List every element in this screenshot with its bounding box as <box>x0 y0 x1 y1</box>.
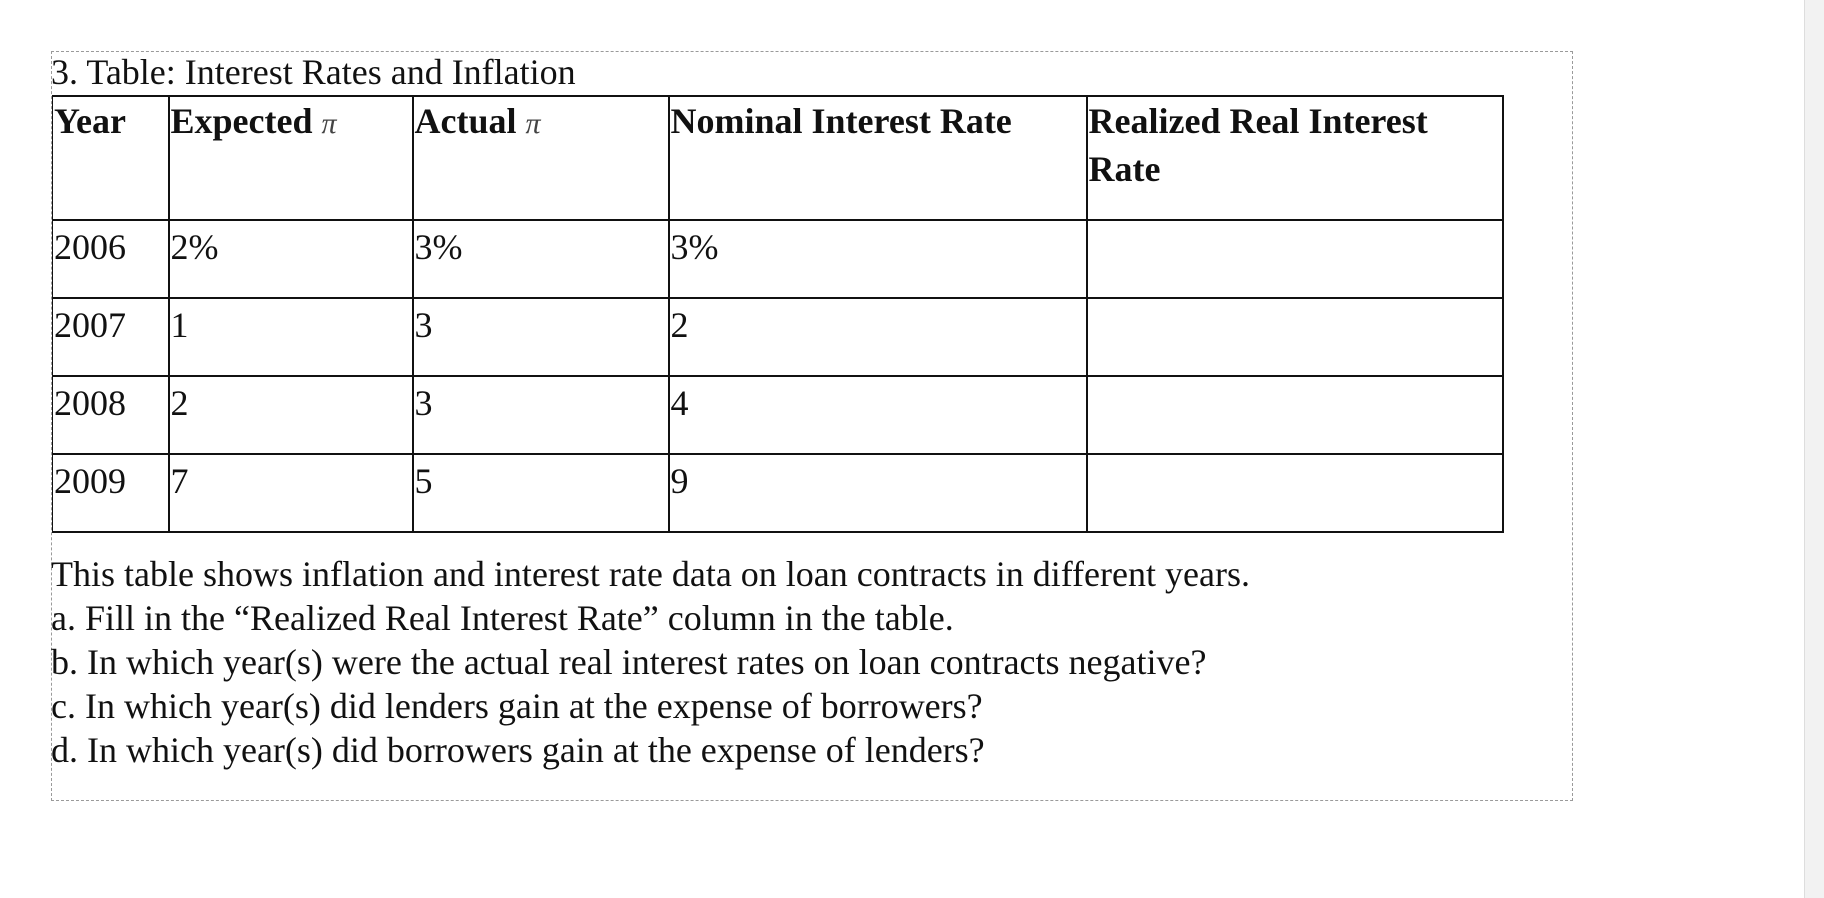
table-row <box>53 298 1503 376</box>
pi-symbol: π <box>525 107 541 140</box>
cell-realized-real-rate[interactable] <box>1087 298 1503 376</box>
question-b: b. In which year(s) were the actual real interest rates on loan contracts negative? <box>51 642 1207 682</box>
cell-year: 2007 <box>53 298 169 376</box>
cell-year: 2006 <box>53 220 169 298</box>
cell-nominal-rate: 9 <box>669 454 1087 532</box>
cell-actual-inflation: 5 <box>413 454 669 532</box>
cell-expected-inflation: 1 <box>169 298 413 376</box>
pi-symbol: π <box>321 107 337 140</box>
question-a: a. Fill in the “Realized Real Interest Rate” column in the table. <box>51 598 954 638</box>
cell-realized-real-rate[interactable] <box>1087 454 1503 532</box>
table-row <box>53 454 1503 532</box>
question-c: c. In which year(s) did lenders gain at the expense of borrowers? <box>51 686 983 726</box>
header-year: Year <box>53 96 169 220</box>
cell-realized-real-rate[interactable] <box>1087 376 1503 454</box>
cell-actual-inflation: 3% <box>413 220 669 298</box>
header-expected-inflation: Expected π <box>169 96 413 220</box>
cell-actual-inflation: 3 <box>413 376 669 454</box>
header-realized-real-interest-rate: Realized Real Interest Rate <box>1087 96 1503 220</box>
cell-expected-inflation: 7 <box>169 454 413 532</box>
cell-year: 2008 <box>53 376 169 454</box>
table-header-row <box>53 96 1503 220</box>
header-nominal-interest-rate: Nominal Interest Rate <box>669 96 1087 220</box>
interest-rates-table <box>52 95 1504 533</box>
scrollbar-gutter[interactable] <box>1804 0 1824 898</box>
question-block <box>51 552 1551 772</box>
table-row <box>53 220 1503 298</box>
cell-expected-inflation: 2% <box>169 220 413 298</box>
cell-realized-real-rate[interactable] <box>1087 220 1503 298</box>
cell-expected-inflation: 2 <box>169 376 413 454</box>
cell-nominal-rate: 4 <box>669 376 1087 454</box>
table-caption: 3. Table: Interest Rates and Inflation <box>51 52 576 92</box>
question-d: d. In which year(s) did borrowers gain at the expense of lenders? <box>51 730 985 770</box>
cell-year: 2009 <box>53 454 169 532</box>
cell-nominal-rate: 3% <box>669 220 1087 298</box>
cell-nominal-rate: 2 <box>669 298 1087 376</box>
question-intro: This table shows inflation and interest rate data on loan contracts in different years. <box>51 554 1250 594</box>
header-actual-inflation: Actual π <box>413 96 669 220</box>
cell-actual-inflation: 3 <box>413 298 669 376</box>
table-row <box>53 376 1503 454</box>
